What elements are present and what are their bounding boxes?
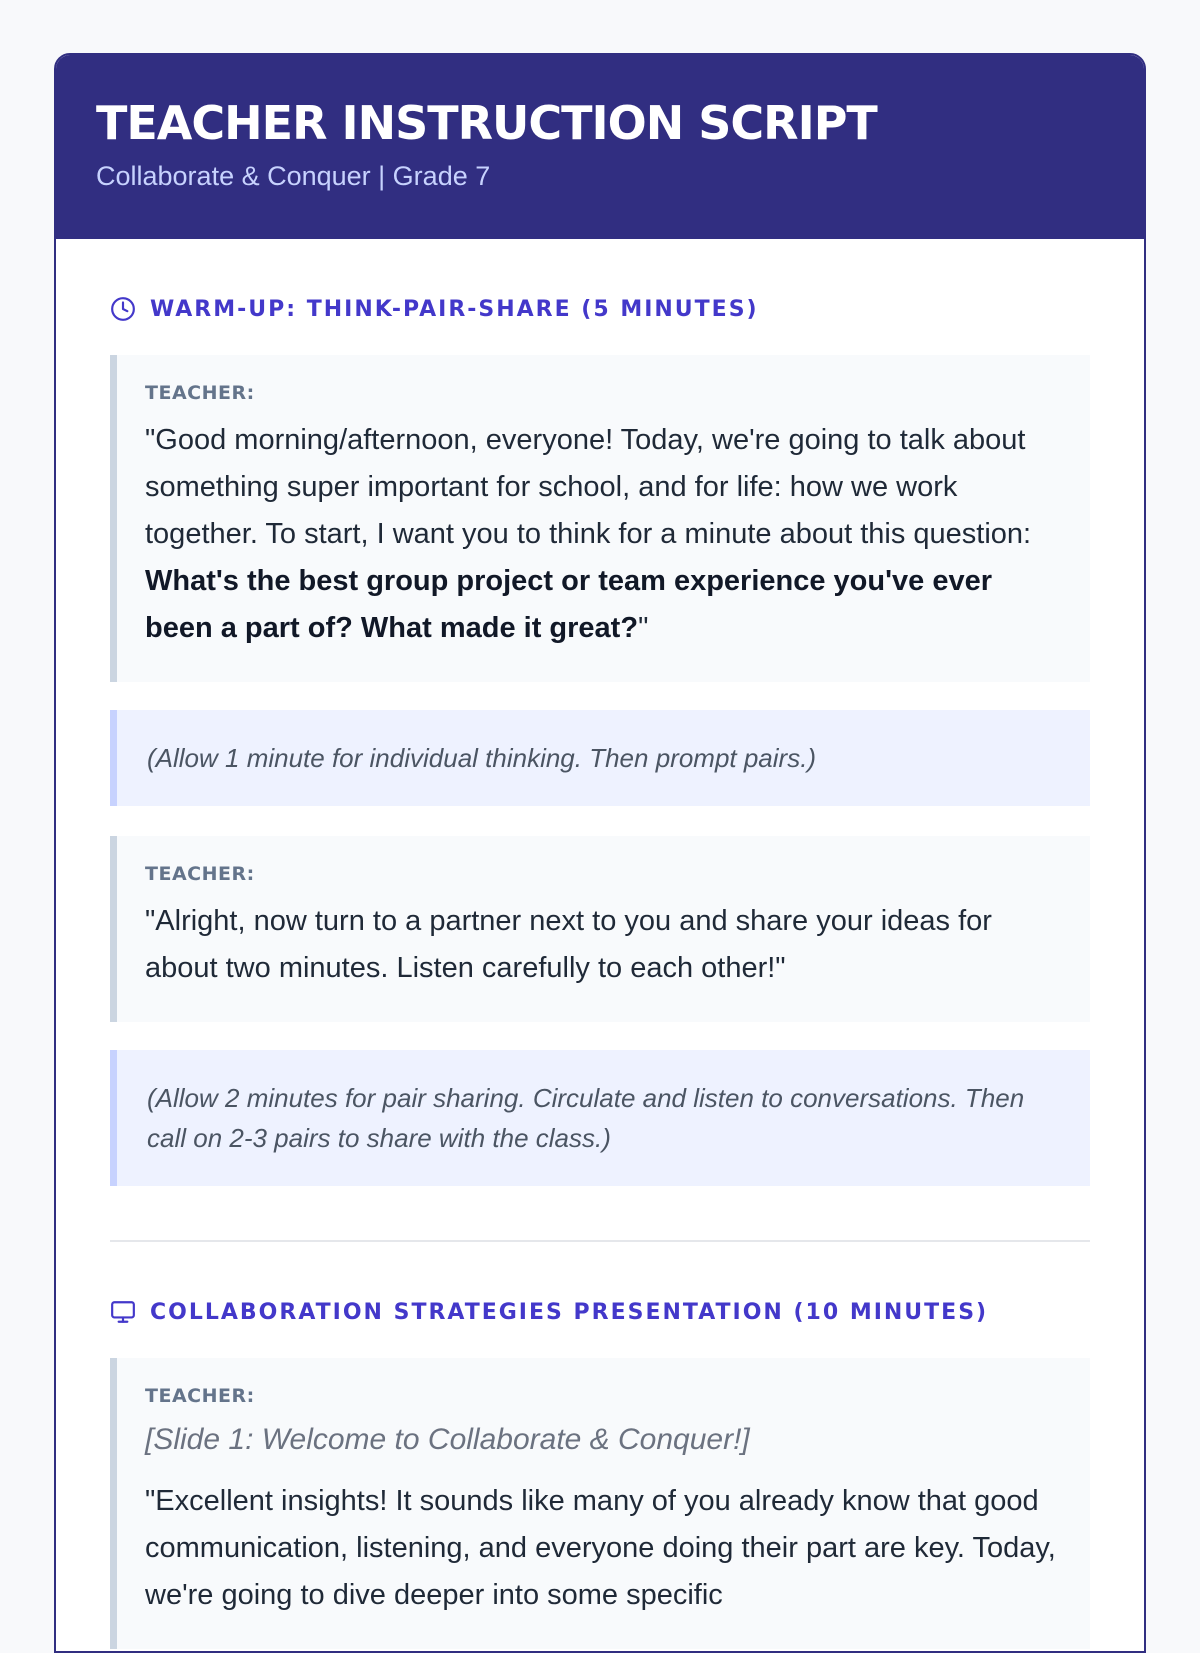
teacher-label: TEACHER: <box>145 382 255 404</box>
script-content <box>56 239 1144 1649</box>
teacher-block <box>110 355 1090 682</box>
section-heading-text: COLLABORATION STRATEGIES PRESENTATION (10 MINUTES) <box>150 1299 989 1325</box>
slide-reference: [Slide 1: Welcome to Collaborate & Conquer!] <box>145 1423 750 1456</box>
instruction-note: (Allow 1 minute for individual thinking. Then prompt pairs.) <box>110 710 1090 806</box>
clock-icon <box>110 296 136 322</box>
teacher-label: TEACHER: <box>145 1385 255 1407</box>
teacher-block <box>110 836 1090 1022</box>
teacher-text: "Alright, now turn to a partner next to you and share your ideas for about two minutes. Listen carefully to each other!" <box>145 905 992 984</box>
teacher-text-part: "Good morning/afternoon, everyone! Today, we're going to talk about something super important for school, and for life: how we work together. To start, I want you to think for a minute about this question: <box>145 424 1032 550</box>
teacher-text-part: " <box>638 612 649 644</box>
section-heading-warm-up <box>110 293 1090 325</box>
script-header <box>56 55 1144 239</box>
teacher-text: "Excellent insights! It sounds like many of you already know that good communication, listening, and everyone doing their part are key. Today, we're going to dive deeper into some specific <box>145 1485 1056 1611</box>
teacher-label: TEACHER: <box>145 863 255 885</box>
instruction-note: (Allow 2 minutes for pair sharing. Circulate and listen to conversations. Then call on 2-3 pairs to share with the class.) <box>110 1050 1090 1186</box>
page-subtitle: Collaborate & Conquer | Grade 7 <box>96 161 491 191</box>
section-heading-collaboration <box>110 1296 1090 1328</box>
teacher-block <box>110 1358 1090 1649</box>
section-divider <box>110 1240 1090 1242</box>
section-heading-text: WARM-UP: THINK-PAIR-SHARE (5 MINUTES) <box>150 296 759 322</box>
page-title: TEACHER INSTRUCTION SCRIPT <box>96 96 877 150</box>
teacher-text-emphasis: What's the best group project or team experience you've ever been a part of? What made it great? <box>145 565 992 644</box>
teacher-text <box>145 417 1062 652</box>
script-card <box>54 53 1146 1653</box>
monitor-icon <box>110 1299 136 1325</box>
